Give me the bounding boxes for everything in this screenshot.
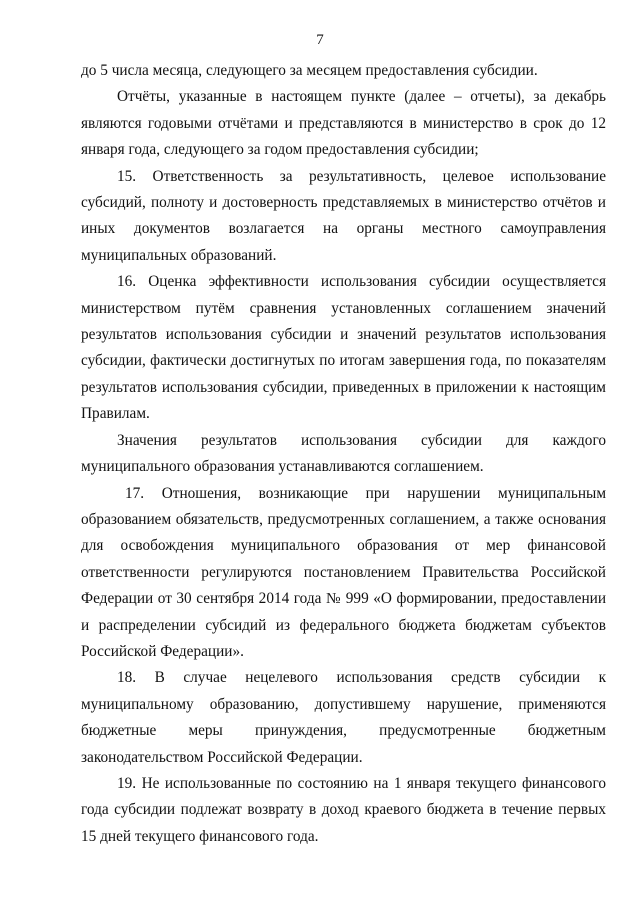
paragraph-result-values: Значения результатов использования субсидии для каждого муниципального образования устанавливаются соглашением. bbox=[81, 431, 606, 476]
page-number: 7 bbox=[316, 32, 324, 48]
paragraph-item-18: 18. В случае нецелевого использования средств субсидии к муниципальному образованию, допустившему нарушение, применяются бюджетные меры принуждения, предусмотренные бюджетным законодательством Российской Федерации. bbox=[81, 669, 606, 766]
paragraph-item-16: 16. Оценка эффективности использования субсидии осуществляется министерством путём сравнения установленных соглашением значений результатов использования субсидии и значений результатов использования субсидии, фактически достигнутых по итогам завершения года, по показателям результатов использования субсидии, приведенных в приложении к настоящим Правилам. bbox=[81, 273, 606, 423]
paragraph-item-15: 15. Ответственность за результативность, целевое использование субсидий, полноту и достоверность представляемых в министерство отчётов и иных документов возлагается на органы местного самоуправления муниципальных образований. bbox=[81, 167, 606, 264]
document-body bbox=[81, 58, 606, 850]
paragraph-reports-december: Отчёты, указанные в настоящем пункте (далее – отчеты), за декабрь являются годовыми отчётами и представляются в министерство в срок до 12 января года, следующего за годом предоставления субсидии; bbox=[81, 88, 606, 159]
paragraph-item-17: 17. Отношения, возникающие при нарушении муниципальным образованием обязательств, предусмотренных соглашением, а также основания для освобождения муниципального образования от мер финансовой ответственности регулируются постановлением Правительства Российской Федерации от 30 сентября 2014 года № 999 «О формировании, предоставлении и распределении субсидий из федерального бюджета бюджетам субъектов Российской Федерации». bbox=[81, 484, 606, 660]
paragraph-item-19: 19. Не использованные по состоянию на 1 января текущего финансового года субсидии подлежат возврату в доход краевого бюджета в течение первых 15 дней текущего финансового года. bbox=[81, 774, 606, 845]
paragraph-continuation: до 5 числа месяца, следующего за месяцем предоставления субсидии. bbox=[81, 62, 538, 79]
